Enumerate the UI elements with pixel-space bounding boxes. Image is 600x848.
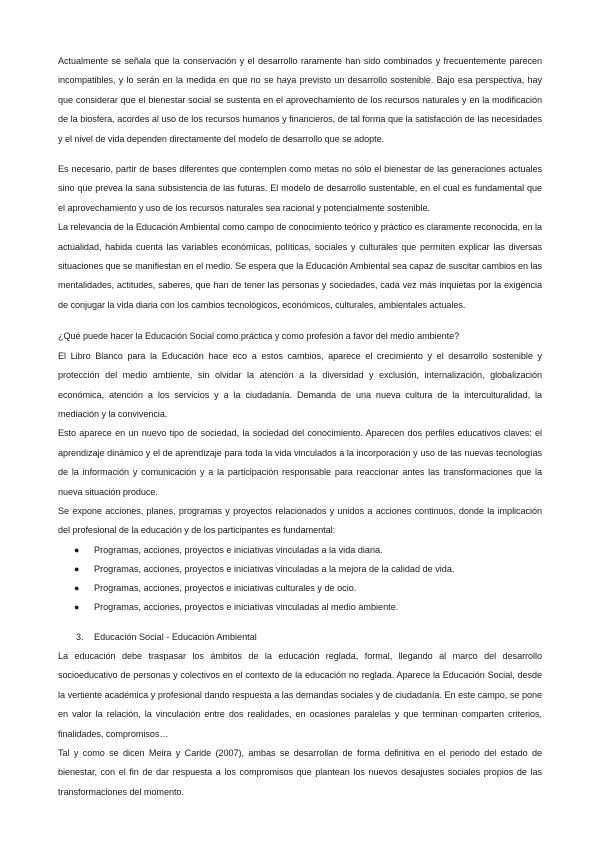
paragraph-conservacion: Actualmente se señala que la conservación y el desarrollo raramente han sido combinados y frecuentemente parecen incompatibles, y lo serán en la medida en que no se haya previsto un desarrollo sostenible. Bajo esa perspectiva, hay que considerar que el bienestar social se sustenta en el aprovechamiento de los recursos naturales y en la modificación de la biosfera, acordes al uso de los recursos humanos y financieros, de tal forma que la satisfacción de las necesidades y el nivel de vida dependen directamente del modelo de desarrollo que se adopte. xyxy=(58,56,542,144)
paragraph-educacion-reglada: La educación debe traspasar los ámbitos de la educación reglada, formal, llegando al marco del desarrollo socioeducativo de personas y colectivos en el contexto de la educación no reglada. Aparece la Educación Social, desde la vertiente académica y profesional dando respuesta a las demandas sociales y de ciudadanía. En este campo, se pone en valor la relación, la vinculación entre dos realidades, en ocasiones paralelas y que terminan comparten criterios, finalidades, compromisos… xyxy=(58,650,542,739)
list-item-text: Programas, acciones, proyectos e iniciativas culturales y de ocio. xyxy=(94,583,357,594)
paragraph-relevancia: La relevancia de la Educación Ambiental como campo de conocimiento teórico y práctico es claramente reconocida, en la actualidad, habida cuenta las variables económicas, políticas, sociales y culturales que permiten explicar las diversas situaciones que se manifiestan en el medio. Se espera que la Educación Ambiental sea capaz de suscitar cambios en las mentalidades, actitudes, saberes, que han de tener las personas y sociedades, cada vez más inquietas por la exigencia de conjugar la vida diaria con los cambios tecnológicos, económicos, culturales, ambientales actuales. xyxy=(58,222,542,310)
list-item xyxy=(58,560,542,579)
list-item xyxy=(58,579,542,598)
bullet-icon: ● xyxy=(74,583,80,594)
section-number: 3. xyxy=(76,631,84,642)
question-heading: ¿Qué puede hacer la Educación Social como práctica y como profesión a favor del medio ambiente? xyxy=(58,331,460,342)
section-heading xyxy=(58,628,542,647)
paragraph-acciones: Se expone acciones, planes, programas y proyectos relacionados y unidos a acciones continuos, donde la implicación del profesional de la educación y de los participantes es fundamental: xyxy=(58,505,542,536)
bullet-icon: ● xyxy=(74,544,80,555)
list-item xyxy=(58,541,542,560)
bullet-icon: ● xyxy=(74,563,80,574)
paragraph-meira-caride: Tal y como se dicen Meira y Caride (2007), ambas se desarrollan de forma definitiva en el periodo del estado de bienestar, con el fin de dar respuesta a los compromisos que plantean los nuevos desajustes sociales propios de las transformaciones del momento. xyxy=(58,748,542,797)
paragraph-libro-blanco: El Libro Blanco para la Educación hace eco a estos cambios, aparece el crecimiento y el desarrollo sostenible y protección del medio ambiente, sin olvidar la atención a la diversidad y exclusión, internalización, globalización económica, atención a los servicios y a la ciudadanía. Demanda de una nueva cultura de la interculturalidad, la mediación y la convivencia. xyxy=(58,350,542,419)
paragraph-sociedad-conocimiento: Esto aparece en un nuevo tipo de sociedad, la sociedad del conocimiento. Aparecen dos perfiles educativos claves: el aprendizaje dinámico y el de aprendizaje para toda la vida vinculados a la incorporación y uso de las nuevas tecnologías de la información y comunicación y a la participación responsable para reaccionar antes las transformaciones que la nueva situación produce. xyxy=(58,428,542,497)
section-title: Educación Social - Educación Ambiental xyxy=(94,631,257,642)
paragraph-bases-diferentes: Es necesario, partir de bases diferentes que contemplen como metas no sólo el bienestar de las generaciones actuales sino que prevea la sana subsistencia de las futuras. El modelo de desarrollo sustentable, en el cual es fundamental que el aprovechamiento y uso de los recursos naturales sea racional y potencialmente sostenible. xyxy=(58,164,542,213)
list-item-text: Programas, acciones, proyectos e iniciativas vinculadas a la vida diaria. xyxy=(94,544,383,555)
list-item-text: Programas, acciones, proyectos e iniciativas vinculadas al medio ambiente. xyxy=(94,602,399,613)
list-item-text: Programas, acciones, proyectos e iniciativas vinculadas a la mejora de la calidad de vida. xyxy=(94,563,455,574)
bullet-list xyxy=(58,541,542,618)
bullet-icon: ● xyxy=(74,602,80,613)
list-item xyxy=(58,598,542,617)
